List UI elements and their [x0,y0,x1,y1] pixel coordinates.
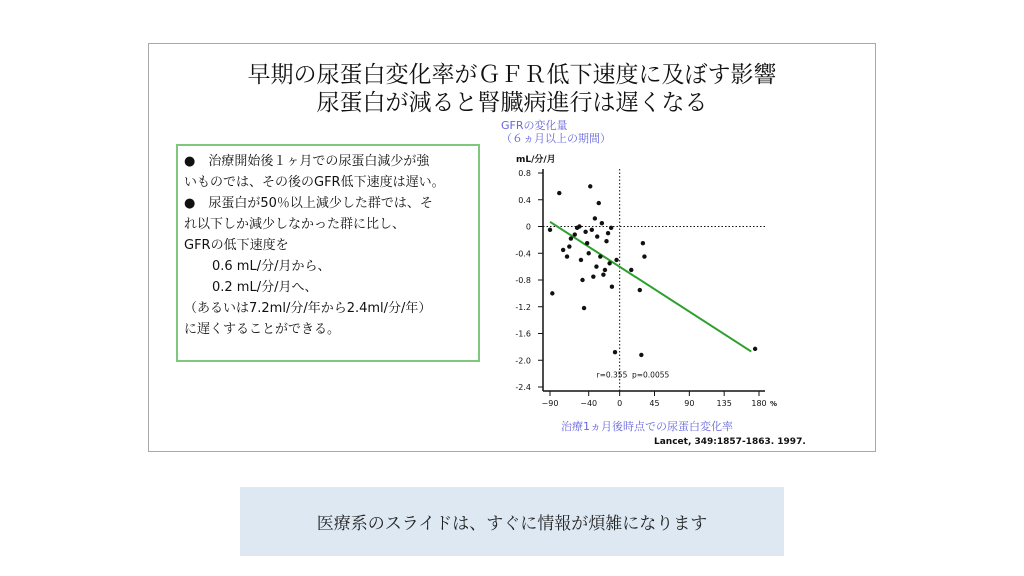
data-point [582,306,586,310]
y-tick-label: -0.4 [515,249,531,259]
x-tick-label: 90 [684,399,695,408]
data-point [607,261,611,265]
slide-title: 早期の尿蛋白変化率がＧＦＲ低下速度に及ぼす影響 [247,62,777,88]
data-point [606,231,610,235]
data-point [613,350,617,354]
data-point [597,201,601,205]
data-point [569,236,573,240]
data-point [580,278,584,282]
data-point [550,291,554,295]
data-point [567,244,571,248]
scatter-plot [149,44,877,453]
data-point [600,221,604,225]
caption-text: 医療系のスライドは、すぐに情報が煩雑になります [316,514,708,534]
data-point [577,224,581,228]
r-value-annotation: r=0.355 [596,370,628,380]
data-point [585,241,589,245]
regression-line [550,222,751,352]
chart-subtitle-text: （６ヵ月以上の期間） [501,132,611,145]
data-point [587,251,591,255]
summary-line: ● 尿蛋白が50％以上減少した群では、そ [184,196,433,211]
data-point [557,191,561,195]
y-tick-label: -1.2 [515,302,531,312]
data-point [604,239,608,243]
y-tick-label: 0.4 [518,195,531,205]
data-point [579,258,583,262]
summary-line: GFRの低下速度を [184,238,289,253]
data-point [601,272,605,276]
x-tick-label: 45 [649,399,660,408]
p-value-annotation: p=0.0055 [631,370,670,380]
y-tick-label: -2.4 [515,383,531,392]
y-tick-label: 0 [525,222,531,232]
summary-line: ● 治療開始後１ヶ月での尿蛋白減少が強 [184,154,430,169]
summary-line: れ以下しか減少しなかった群に比し、 [184,217,406,232]
data-point [594,264,598,268]
citation: Lancet, 349:1857-1863. 1997. [654,437,806,447]
data-point [548,228,552,232]
slide [148,43,876,452]
data-point [614,258,618,262]
data-point [629,268,633,272]
x-tick-label: 0 [617,399,623,408]
data-point [565,254,569,258]
x-axis-label: 治療1ヵ月後時点での尿蛋白変化率 [561,420,733,433]
data-point [583,230,587,234]
y-tick-label: -2.0 [515,356,531,366]
y-tick-label: -0.8 [515,276,531,285]
y-axis-label: mL/分/月 [516,155,556,165]
y-tick-label: 0.8 [518,169,531,178]
data-point [610,284,614,288]
data-point [588,184,592,188]
data-point [641,241,645,245]
caption-box [240,487,784,556]
data-point [595,234,599,238]
chart-title-text: GFRの変化量 [501,119,568,132]
data-point [561,248,565,252]
slide-subtitle: 尿蛋白が減ると腎臓病進行は遅くなる [316,90,708,116]
data-point [591,274,595,278]
x-unit-label: % [770,400,778,408]
data-point [593,216,597,220]
data-point [638,288,642,292]
data-point [603,268,607,272]
summary-line: いものでは、その後のGFR低下速度は遅い。 [184,175,445,190]
data-point [609,226,613,230]
data-point [639,353,643,357]
data-point [642,254,646,258]
summary-line: に遅くすることができる。 [184,322,341,337]
x-tick-label: −90 [541,399,559,408]
summary-line: 0.6 mL/分/月から、 [212,259,331,274]
y-tick-label: -1.6 [515,329,531,339]
x-tick-label: 180 [751,399,767,408]
data-point [590,228,594,232]
x-tick-label: 135 [716,399,732,408]
summary-line: 0.2 mL/分/月へ、 [212,280,318,295]
data-point [753,347,757,351]
data-point [573,232,577,236]
data-point [598,254,602,258]
summary-line: （あるいは7.2ml/分/年から2.4ml/分/年） [184,301,432,316]
x-tick-label: −40 [580,399,598,408]
